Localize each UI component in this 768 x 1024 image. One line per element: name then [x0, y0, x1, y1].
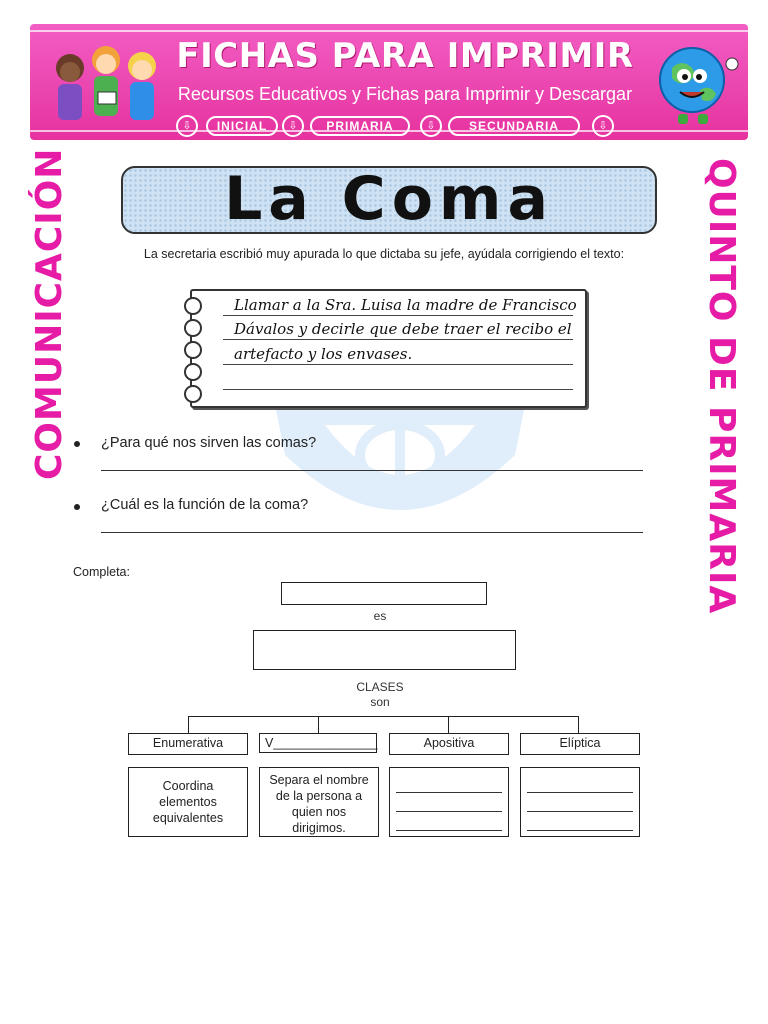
header-banner	[30, 24, 748, 140]
definition-blank-box[interactable]	[281, 582, 487, 605]
spiral-ring-icon	[184, 341, 202, 359]
category-apositiva: Apositiva	[389, 733, 509, 755]
download-arrow-icon[interactable]: ⇩	[282, 115, 304, 137]
spiral-ring-icon	[184, 297, 202, 315]
category-eliptica: Elíptica	[520, 733, 640, 755]
page-title: La Coma	[224, 164, 554, 234]
spiral-ring-icon	[184, 385, 202, 403]
notebook-line	[223, 364, 573, 365]
blank-line[interactable]	[527, 811, 633, 812]
notebook-text-line: Llamar a la Sra. Luisa la madre de Francisco	[234, 296, 577, 314]
desc-box-eliptica[interactable]	[520, 767, 640, 837]
tree-line	[188, 716, 579, 717]
instruction-text: La secretaria escribió muy apurada lo que dictaba su jefe, ayúdala corrigiendo el texto:	[143, 247, 625, 261]
notebook-text-line: artefacto y los envases.	[234, 345, 413, 363]
nav-inicial-link[interactable]: INICIAL	[206, 116, 278, 136]
notebook-line	[223, 389, 573, 390]
question-1: ¿Para qué nos sirven las comas?	[101, 435, 317, 451]
watermark-logo-icon	[255, 395, 545, 555]
tree-line	[188, 716, 189, 733]
connector-es: es	[373, 609, 387, 623]
nav-secundaria-link[interactable]: SECUNDARIA	[448, 116, 580, 136]
connector-son: son	[370, 695, 390, 709]
question-2: ¿Cuál es la función de la coma?	[101, 497, 309, 513]
desc-box-enumerativa	[128, 767, 248, 837]
bullet	[74, 441, 80, 447]
tree-line	[318, 716, 319, 733]
bullet	[74, 504, 80, 510]
desc-enumerativa-text: Coordina elementos equivalentes	[152, 779, 224, 825]
globe-mascot-icon	[644, 38, 744, 130]
blank-line[interactable]	[396, 830, 502, 831]
subject-label: COMUNICACIÓN	[29, 147, 70, 480]
download-arrow-icon[interactable]: ⇩	[592, 115, 614, 137]
tree-line	[448, 716, 449, 733]
notebook-text-line: Dávalos y decirle que debe traer el recibo el	[234, 320, 572, 338]
blank-line[interactable]	[396, 811, 502, 812]
banner-title: FICHAS PARA IMPRIMIR	[176, 36, 634, 76]
download-arrow-icon[interactable]: ⇩	[420, 115, 442, 137]
tree-line	[578, 716, 579, 733]
description-blank-box[interactable]	[253, 630, 516, 670]
banner-subtitle: Recursos Educativos y Fichas para Imprimir y Descargar	[177, 84, 633, 104]
connector-clases: CLASES	[356, 680, 404, 694]
download-arrow-icon[interactable]: ⇩	[176, 115, 198, 137]
answer-line-1[interactable]	[101, 470, 643, 471]
kids-illustration-icon	[42, 34, 170, 130]
desc-box-vocativa	[259, 767, 379, 837]
blank-line[interactable]	[527, 792, 633, 793]
notebook-line	[223, 315, 573, 316]
answer-line-2[interactable]	[101, 532, 643, 533]
spiral-ring-icon	[184, 363, 202, 381]
notebook-line	[223, 339, 573, 340]
nav-primaria-link[interactable]: PRIMARIA	[310, 116, 410, 136]
category-enumerativa: Enumerativa	[128, 733, 248, 755]
spiral-ring-icon	[184, 319, 202, 337]
completa-label: Completa:	[73, 565, 130, 579]
category-vocativa-blank[interactable]: V_______________	[259, 733, 377, 753]
grade-label: QUINTO DE PRIMARIA	[701, 158, 742, 615]
desc-box-apositiva[interactable]	[389, 767, 509, 837]
blank-line[interactable]	[396, 792, 502, 793]
blank-line[interactable]	[527, 830, 633, 831]
banner-stripe	[30, 30, 748, 32]
desc-vocativa-text: Separa el nombre de la persona a quien nos dirigimos.	[269, 773, 369, 835]
